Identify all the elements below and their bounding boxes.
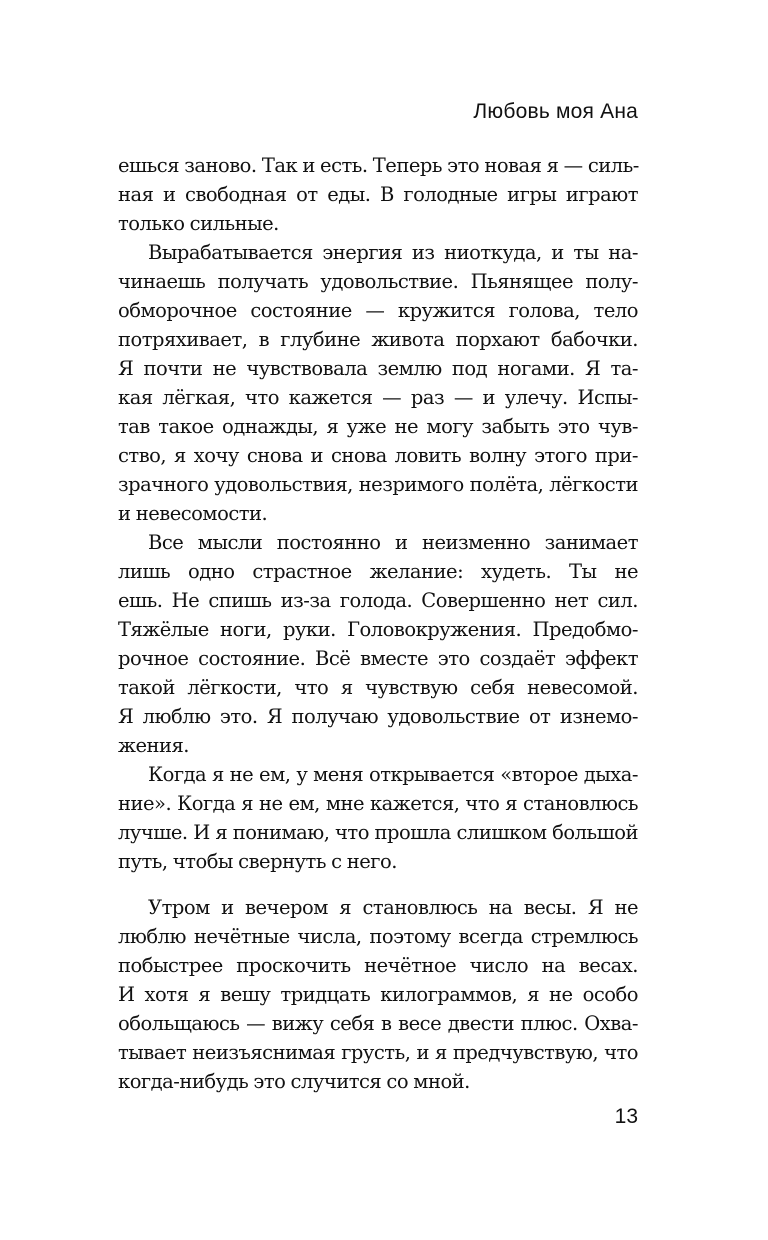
text-line: путь, чтобы свернуть с него. xyxy=(118,850,397,873)
page-number: 13 xyxy=(614,1105,638,1128)
text-line: чинаешь получать удовольствие. Пьянящее полу- xyxy=(118,270,638,293)
text-line: и невесомости. xyxy=(118,502,268,525)
text-line: побыстрее проскочить нечётное число на весах. xyxy=(118,954,638,977)
body-text-section-2 xyxy=(118,893,638,1096)
text-line: обольщаюсь — вижу себя в весе двести плюс. Охва- xyxy=(118,1012,638,1035)
text-line: зрачного удовольствия, незримого полёта, лёгкости xyxy=(118,473,638,496)
text-line: ешь. Не спишь из-за голода. Совершенно нет сил. xyxy=(118,589,638,612)
text-line: лишь одно страстное желание: худеть. Ты не xyxy=(118,560,638,583)
text-line: лучше. И я понимаю, что прошла слишком большой xyxy=(118,821,638,844)
text-line: Утром и вечером я становлюсь на весы. Я не xyxy=(148,896,638,919)
text-line: Вырабатывается энергия из ниоткуда, и ты на- xyxy=(148,241,638,264)
text-line: потряхивает, в глубине живота порхают бабочки. xyxy=(118,328,638,351)
text-line: кая лёгкая, что кажется — раз — и улечу. Испы- xyxy=(118,386,638,409)
text-line: Я люблю это. Я получаю удовольствие от изнемо- xyxy=(118,705,638,728)
text-line: люблю нечётные числа, поэтому всегда стремлюсь xyxy=(118,925,638,948)
text-line: когда-нибудь это случится со мной. xyxy=(118,1070,470,1093)
text-line: только сильные. xyxy=(118,212,279,235)
text-line: И хотя я вешу тридцать килограммов, я не особо xyxy=(118,983,638,1006)
text-line: ная и свободная от еды. В голодные игры играют xyxy=(118,183,638,206)
text-line: такой лёгкости, что я чувствую себя невесомой. xyxy=(118,676,638,699)
text-line: ние». Когда я не ем, мне кажется, что я становлюсь xyxy=(118,792,638,815)
text-line: Тяжёлые ноги, руки. Головокружения. Предобмо- xyxy=(118,618,638,641)
text-line: жения. xyxy=(118,734,189,757)
body-text-section-1 xyxy=(118,151,638,876)
text-line: Все мысли постоянно и неизменно занимает xyxy=(148,531,638,554)
text-line: тав такое однажды, я уже не могу забыть это чув- xyxy=(118,415,638,438)
text-line: ство, я хочу снова и снова ловить волну этого при- xyxy=(118,444,638,467)
text-line: Когда я не ем, у меня открывается «второе дыха- xyxy=(148,763,638,786)
text-line: обморочное состояние — кружится голова, тело xyxy=(118,299,638,322)
text-line: ешься заново. Так и есть. Теперь это новая я — силь- xyxy=(118,154,639,177)
text-line: тывает неизъяснимая грусть, и я предчувствую, что xyxy=(118,1041,638,1064)
running-title: Любовь моя Ана xyxy=(473,100,638,123)
text-line: рочное состояние. Всё вместе это создаёт эффект xyxy=(118,647,638,670)
text-line: Я почти не чувствовала землю под ногами. Я та- xyxy=(118,357,638,380)
